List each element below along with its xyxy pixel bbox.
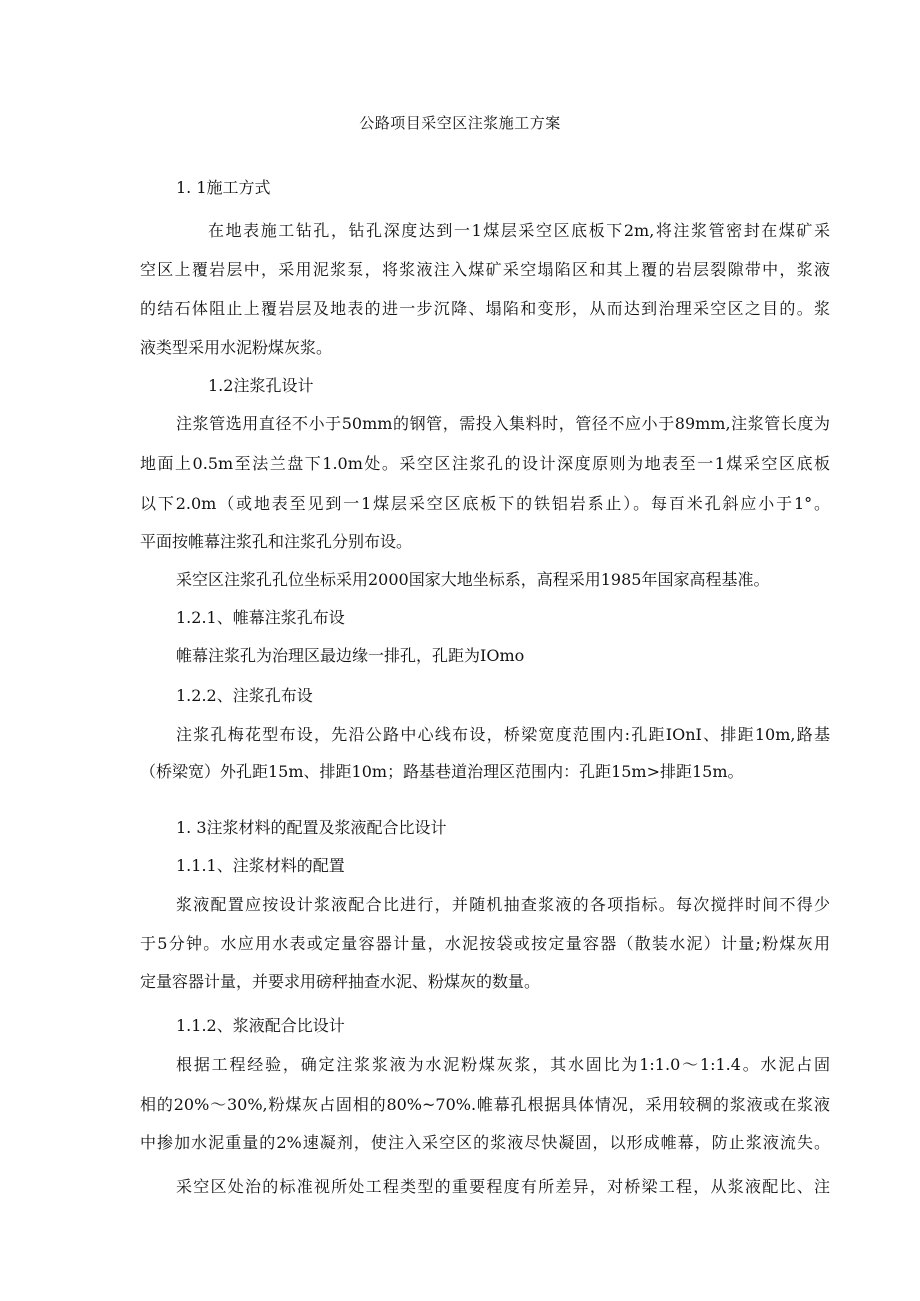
paragraph-line: 液类型采用水泥粉煤灰浆。 <box>140 338 333 357</box>
paragraph-line: 注浆管选用直径不小于50mm的钢管，需投入集料时，管径不应小于89mm,注浆管长度为 <box>176 414 830 433</box>
paragraph-line: 空区上覆岩层中，采用泥浆泵，将浆液注入煤矿采空塌陷区和其上覆的岩层裂隙带中，浆液 <box>140 260 830 279</box>
heading-1-1: 1. 1施工方式 <box>176 178 271 197</box>
paragraph-line: 采空区处治的标准视所处工程类型的重要程度有所差异，对桥梁工程，从浆液配比、注 <box>176 1177 830 1196</box>
heading-1-1-2: 1.1.2、浆液配合比设计 <box>176 1016 345 1035</box>
paragraph-line: 的结石体阻止上覆岩层及地表的进一步沉降、塌陷和变形，从而达到治理采空区之目的。浆 <box>140 299 830 318</box>
document-title: 公路项目采空区注浆施工方案 <box>359 114 561 132</box>
heading-1-1-1: 1.1.1、注浆材料的配置 <box>176 856 345 875</box>
paragraph-line: 在地表施工钻孔，钻孔深度达到一1煤层采空区底板下2m,将注浆管密封在煤矿采 <box>208 221 830 240</box>
paragraph-line: 采空区注浆孔孔位坐标采用2000国家大地坐标系，高程采用1985年国家高程基准。 <box>176 570 770 589</box>
heading-1-2-2: 1.2.2、注浆孔布设 <box>176 686 313 705</box>
paragraph-line: 于5分钟。水应用水表或定量容器计量，水泥按袋或按定量容器（散装水泥）计量;粉煤灰用 <box>140 934 830 953</box>
paragraph-line: 注浆孔梅花型布设，先沿公路中心线布设，桥梁宽度范围内:孔距IOnI、排距10m,路基 <box>176 725 830 744</box>
paragraph-line: 以下2.0m（或地表至见到一1煤层采空区底板下的铁铝岩系止）。每百米孔斜应小于1°。 <box>140 494 830 513</box>
paragraph-line: （桥梁宽）外孔距15m、排距10m；路基巷道治理区范围内：孔距15m>排距15m。 <box>140 762 744 781</box>
paragraph-line: 定量容器计量，并要求用磅秤抽查水泥、粉煤灰的数量。 <box>140 972 541 991</box>
paragraph-line: 中掺加水泥重量的2%速凝剂，使注入采空区的浆液尽快凝固，以形成帷幕，防止浆液流失。 <box>140 1133 830 1152</box>
heading-1-3: 1. 3注浆材料的配置及浆液配合比设计 <box>176 818 447 837</box>
paragraph-line: 浆液配置应按设计浆液配合比进行，并随机抽查浆液的各项指标。每次搅拌时间不得少 <box>176 895 830 914</box>
paragraph-line: 根据工程经验，确定注浆浆液为水泥粉煤灰浆，其水固比为1:1.0～1:1.4。水泥占固 <box>176 1055 830 1074</box>
heading-1-2: 1.2注浆孔设计 <box>208 376 314 395</box>
paragraph-line: 相的20%～30%,粉煤灰占固相的80%~70%.帷幕孔根据具体情况，采用较稠的浆液或在浆液 <box>140 1095 830 1114</box>
paragraph-line: 地面上0.5m至法兰盘下1.0m处。采空区注浆孔的设计深度原则为地表至一1煤采空区底板 <box>140 454 830 473</box>
heading-1-2-1: 1.2.1、帷幕注浆孔布设 <box>176 608 345 627</box>
paragraph-line: 帷幕注浆孔为治理区最边缘一排孔，孔距为IOmo <box>176 646 525 665</box>
paragraph-line: 平面按帷幕注浆孔和注浆孔分别布设。 <box>140 532 413 551</box>
